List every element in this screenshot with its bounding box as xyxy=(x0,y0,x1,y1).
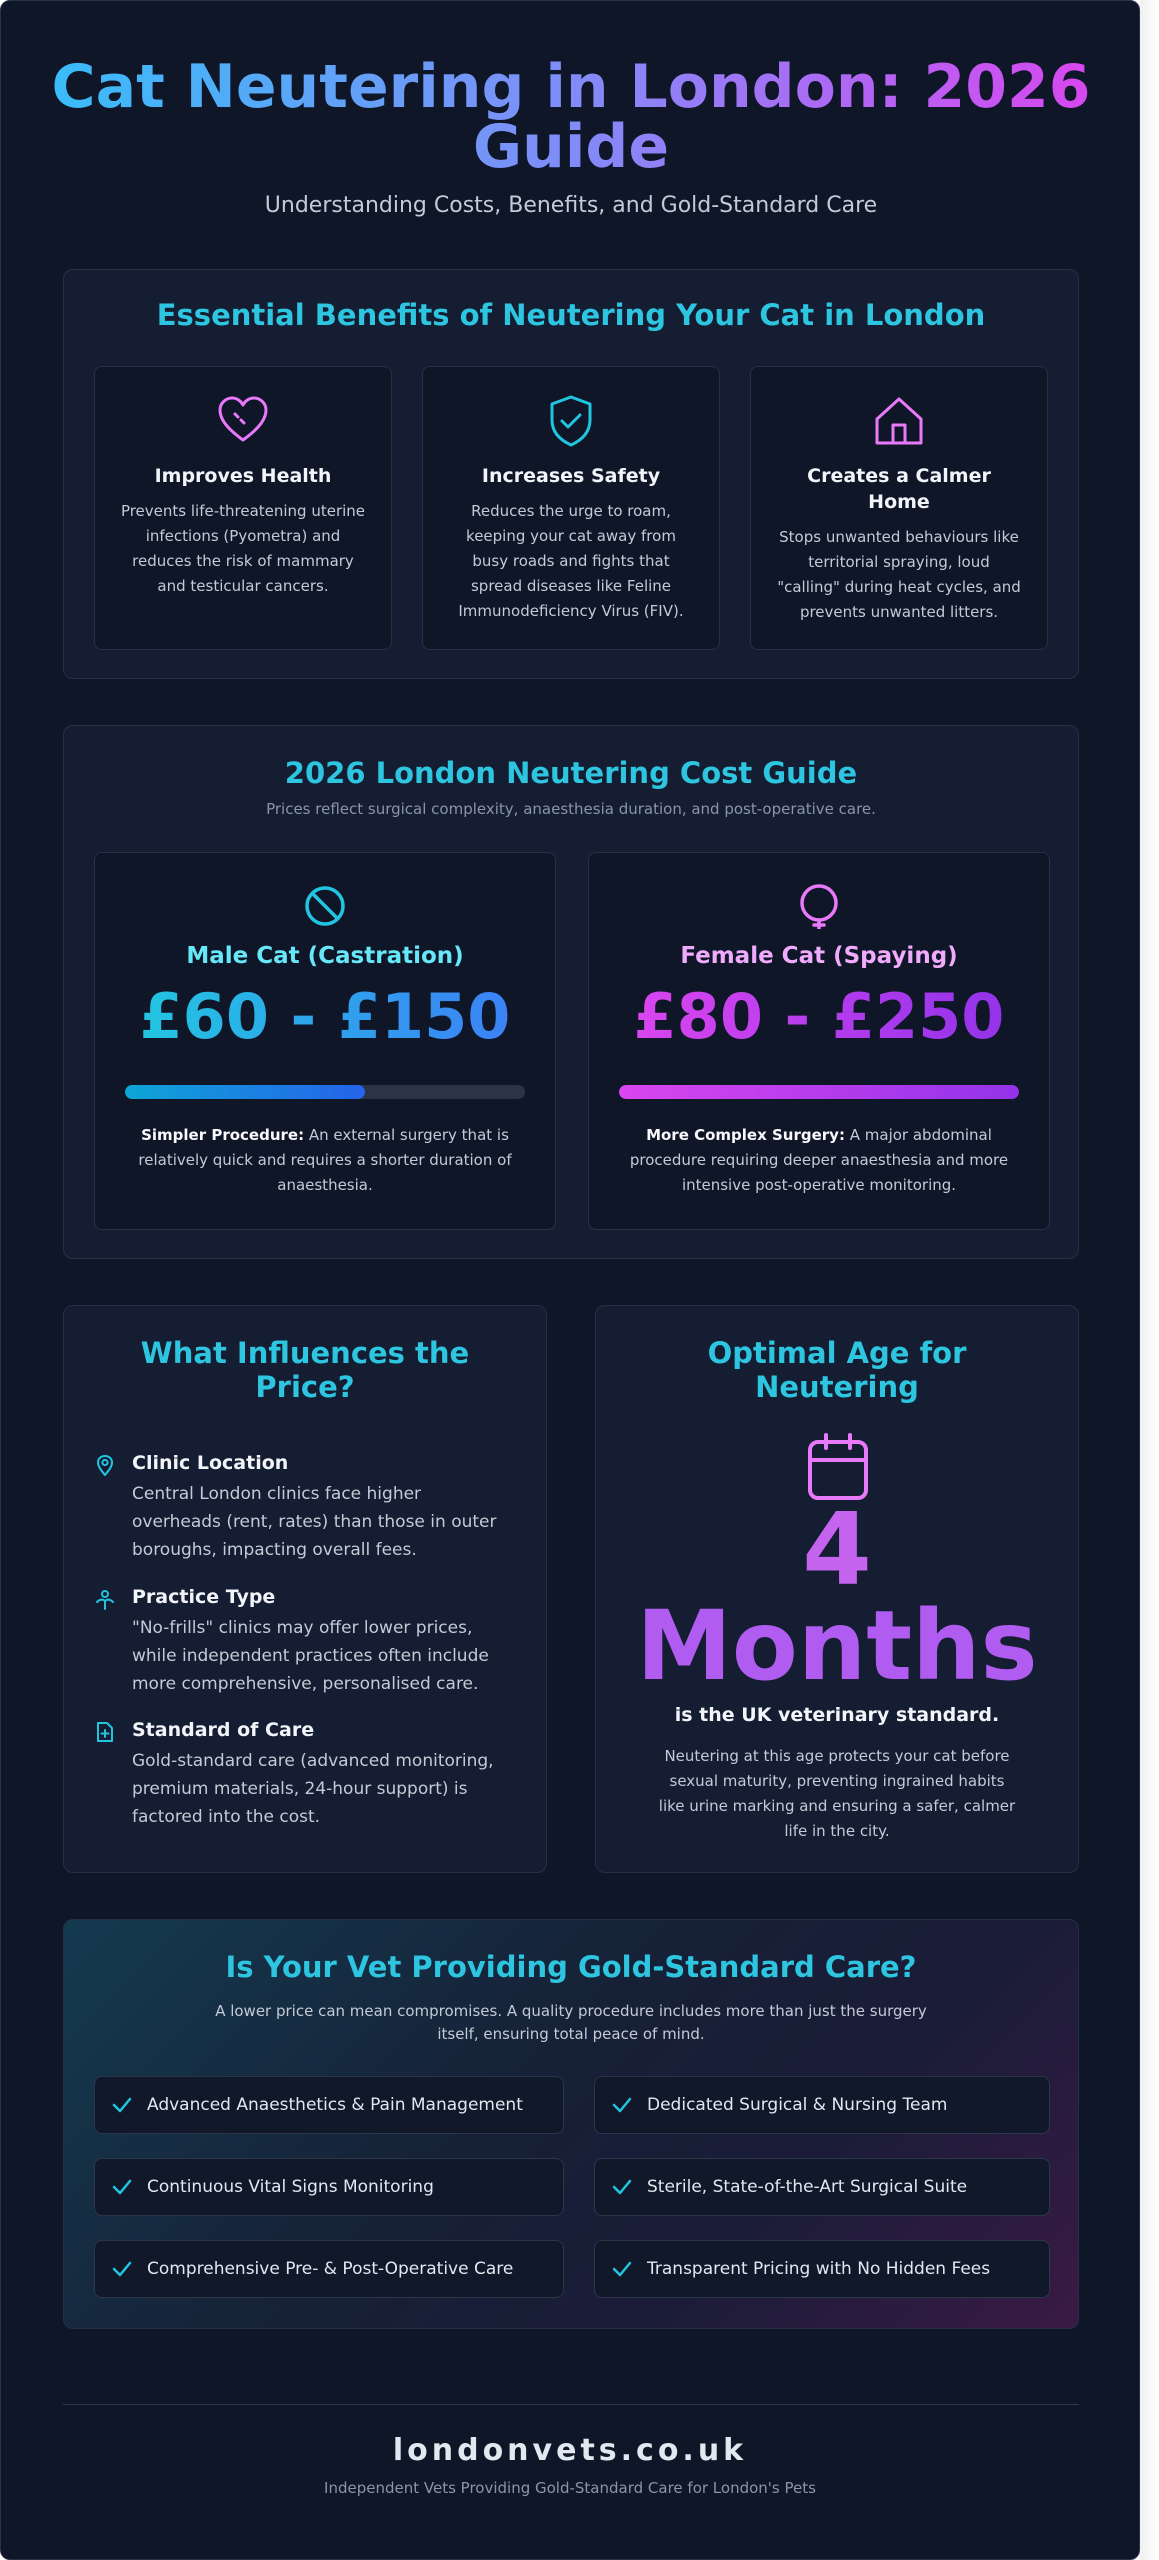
benefit-title-health: Improves Health xyxy=(154,465,332,487)
checklist-label: Dedicated Surgical & Nursing Team xyxy=(647,2095,948,2115)
female-cost-text-line: intensive post-operative monitoring. xyxy=(681,1176,957,1194)
benefit-card-safety xyxy=(422,366,720,650)
checklist-label: Transparent Pricing with No Hidden Fees xyxy=(647,2259,991,2279)
benefits-section xyxy=(63,269,1079,679)
benefit-text-line: Stops unwanted behaviours like xyxy=(779,528,1019,546)
gold-intro-line: A lower price can mean compromises. A quality procedure includes more than just the surgery xyxy=(215,2002,927,2020)
influence-text-care xyxy=(132,1747,506,1831)
male-cost-bar-fill xyxy=(125,1085,365,1099)
influence-text-line: premium materials, 24-hour support) is xyxy=(132,1779,468,1799)
male-cost-text-line: relatively quick and requires a shorter duration of xyxy=(138,1151,512,1169)
influence-item-care xyxy=(94,1719,516,1839)
footer-divider xyxy=(63,2404,1079,2405)
age-text-line: sexual maturity, preventing ingrained habits xyxy=(669,1772,1005,1790)
male-cost-strong: Simpler Procedure: xyxy=(141,1126,305,1144)
age-text xyxy=(616,1744,1058,1844)
benefit-title-safety: Increases Safety xyxy=(481,465,661,487)
age-text-line: like urine marking and ensuring a safer, calmer xyxy=(658,1797,1016,1815)
benefit-title-line: Creates a Calmer xyxy=(807,465,991,487)
male-cost-bar xyxy=(125,1085,525,1099)
benefit-card-health xyxy=(94,366,392,650)
check-icon xyxy=(611,2258,633,2280)
female-price-text: £80 - £250 xyxy=(633,980,1005,1053)
page-title xyxy=(41,52,1101,182)
influence-text-line: "No-frills" clinics may offer lower prices, xyxy=(132,1618,473,1638)
ban-icon xyxy=(302,883,348,929)
age-title-line: Neutering xyxy=(755,1370,919,1404)
benefit-title-line: Home xyxy=(868,491,930,513)
check-icon xyxy=(611,2094,633,2116)
checklist-item xyxy=(94,2076,564,2134)
influence-text-line: while independent practices often include xyxy=(132,1646,489,1666)
influence-text-line: factored into the cost. xyxy=(132,1807,321,1827)
benefit-text-line: prevents unwanted litters. xyxy=(799,603,999,621)
influence-text-line: overheads (rent, rates) than those in outer xyxy=(132,1512,497,1532)
male-cost-text xyxy=(129,1123,521,1198)
male-cost-card xyxy=(94,852,556,1230)
checklist-item xyxy=(94,2240,564,2298)
age-title-line: Optimal Age for xyxy=(707,1336,967,1370)
female-cost-text-line xyxy=(623,1123,1015,1148)
age-text-line: Neutering at this age protects your cat before xyxy=(664,1747,1010,1765)
benefit-text-line: and testicular cancers. xyxy=(157,577,329,595)
female-cost-text xyxy=(623,1123,1015,1198)
benefit-text-home xyxy=(773,525,1025,625)
benefit-text-line: infections (Pyometra) and xyxy=(145,527,341,545)
benefit-text-line: reduces the risk of mammary xyxy=(132,552,354,570)
female-cost-bar xyxy=(619,1085,1019,1099)
check-icon xyxy=(111,2176,133,2198)
age-number: 4 xyxy=(802,1491,872,1608)
female-cost-bar-fill xyxy=(619,1085,1019,1099)
age-standard: is the UK veterinary standard. xyxy=(674,1704,1000,1726)
benefit-text-line: Reduces the urge to roam, xyxy=(471,502,671,520)
influence-item-location xyxy=(94,1452,516,1572)
benefit-text-line: keeping your cat away from xyxy=(466,527,676,545)
influence-item-practice xyxy=(94,1586,516,1706)
benefit-text-line: "calling" during heat cycles, and xyxy=(777,578,1021,596)
benefit-text-line: busy roads and fights that xyxy=(472,552,670,570)
cost-section xyxy=(63,725,1079,1259)
age-unit: Months xyxy=(636,1590,1038,1702)
checklist-item xyxy=(94,2158,564,2216)
influence-title-care: Standard of Care xyxy=(132,1719,315,1741)
male-price-text: £60 - £150 xyxy=(139,980,511,1053)
checklist-label: Advanced Anaesthetics & Pain Management xyxy=(147,2095,523,2115)
benefit-card-home xyxy=(750,366,1048,650)
influence-title-practice: Practice Type xyxy=(132,1586,276,1608)
age-section xyxy=(595,1305,1079,1873)
footer-brand[interactable]: londonvets.co.uk xyxy=(392,2433,748,2468)
benefit-text-safety xyxy=(445,499,697,624)
shield-check-icon xyxy=(543,393,599,449)
checklist-item xyxy=(594,2240,1050,2298)
title-line-1: Cat Neutering in London: 2026 xyxy=(51,52,1091,122)
male-cost-text-part: An external surgery that is xyxy=(304,1126,509,1144)
female-cost-text-line: procedure requiring deeper anaesthesia and more xyxy=(629,1151,1009,1169)
influence-text-line: more comprehensive, personalised care. xyxy=(132,1674,479,1694)
age-title xyxy=(596,1336,1078,1404)
gold-intro-line: itself, ensuring total peace of mind. xyxy=(437,2025,705,2043)
check-icon xyxy=(111,2094,133,2116)
influences-section xyxy=(63,1305,547,1873)
benefit-text-line: spread diseases like Feline xyxy=(470,577,672,595)
female-cost-strong: More Complex Surgery: xyxy=(646,1126,845,1144)
checklist-label: Sterile, State-of-the-Art Surgical Suite xyxy=(647,2177,968,2197)
check-icon xyxy=(111,2258,133,2280)
influence-text-line: Gold-standard care (advanced monitoring, xyxy=(132,1751,494,1771)
document-plus-icon xyxy=(94,1721,116,1743)
influence-text-line: Central London clinics face higher xyxy=(132,1484,422,1504)
page-shadow xyxy=(1140,0,1159,2560)
title-line-2: Guide xyxy=(472,112,670,182)
male-cost-price xyxy=(95,981,555,1053)
female-cost-card xyxy=(588,852,1050,1230)
female-icon xyxy=(796,883,842,929)
checklist-label: Continuous Vital Signs Monitoring xyxy=(147,2177,434,2197)
cost-title: 2026 London Neutering Cost Guide xyxy=(284,756,858,790)
page-subtitle: Understanding Costs, Benefits, and Gold-Standard Care xyxy=(264,193,878,218)
check-icon xyxy=(611,2176,633,2198)
male-cost-text-line: anaesthesia. xyxy=(277,1176,373,1194)
checklist-label: Comprehensive Pre- & Post-Operative Care xyxy=(147,2259,514,2279)
benefit-text-health xyxy=(117,499,369,599)
female-cost-label: Female Cat (Spaying) xyxy=(680,943,958,969)
female-cost-text-part: A major abdominal xyxy=(844,1126,992,1144)
footer-tagline: Independent Vets Providing Gold-Standard Care for London's Pets xyxy=(324,2479,816,2497)
influence-text-location xyxy=(132,1480,506,1564)
hand-coin-icon xyxy=(94,1588,116,1610)
influence-text-line: boroughs, impacting overall fees. xyxy=(132,1540,417,1560)
age-text-line: life in the city. xyxy=(784,1822,890,1840)
influences-title-line: Price? xyxy=(255,1370,355,1404)
influence-title-location: Clinic Location xyxy=(132,1452,289,1474)
cost-subtitle: Prices reflect surgical complexity, anaesthesia duration, and post-operative care. xyxy=(266,800,876,818)
benefit-text-line: territorial spraying, loud xyxy=(808,553,990,571)
influences-title-line: What Influences the xyxy=(140,1336,470,1370)
home-icon xyxy=(871,393,927,449)
benefit-title-home xyxy=(767,463,1031,515)
checklist-item xyxy=(594,2076,1050,2134)
female-cost-price xyxy=(589,981,1049,1053)
gold-standard-intro xyxy=(64,2000,1078,2046)
influence-text-practice xyxy=(132,1614,506,1698)
checklist-item xyxy=(594,2158,1050,2216)
benefit-text-line: Prevents life-threatening uterine xyxy=(120,502,366,520)
heart-icon xyxy=(215,393,271,449)
location-pin-icon xyxy=(94,1454,116,1476)
gold-standard-title: Is Your Vet Providing Gold-Standard Care? xyxy=(225,1950,917,1984)
male-cost-text-line xyxy=(129,1123,521,1148)
benefit-text-line: Immunodeficiency Virus (FIV). xyxy=(458,602,684,620)
benefits-title: Essential Benefits of Neutering Your Cat in London xyxy=(156,298,986,332)
gold-standard-section xyxy=(63,1919,1079,2329)
influences-title xyxy=(64,1336,546,1404)
male-cost-label: Male Cat (Castration) xyxy=(186,943,464,969)
